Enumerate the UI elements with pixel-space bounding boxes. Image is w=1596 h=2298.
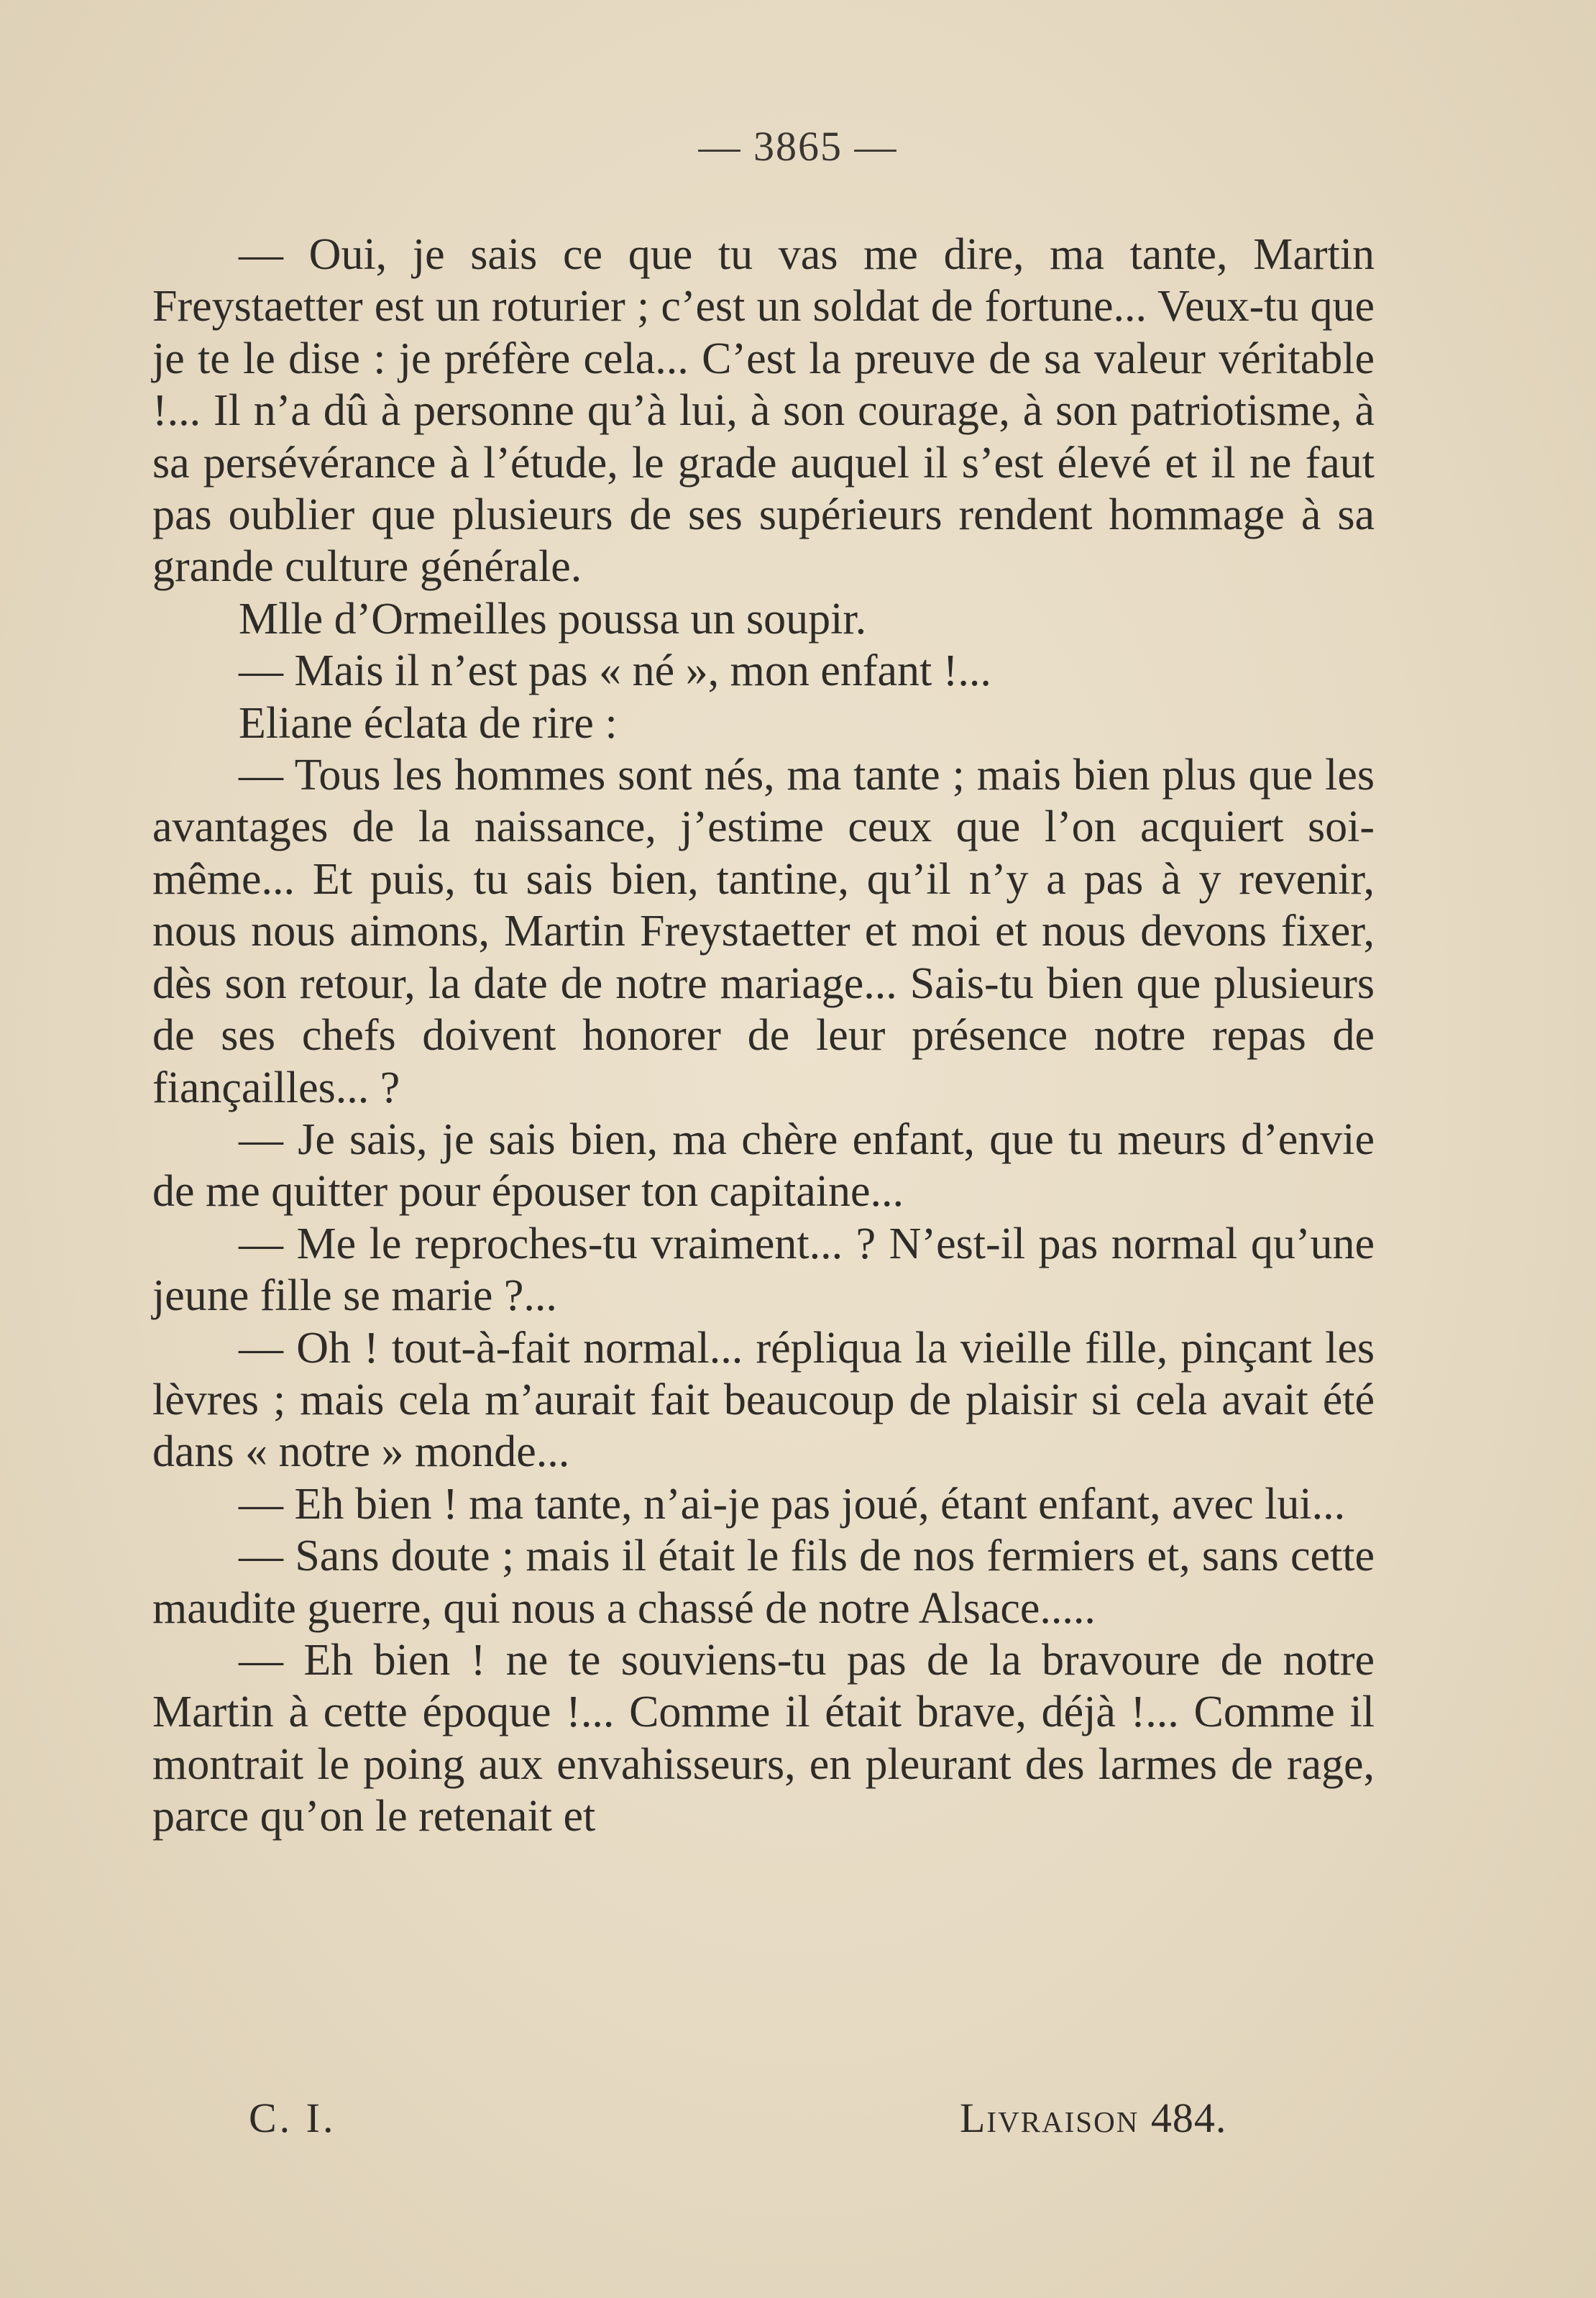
footer-livraison — [960, 2094, 1226, 2142]
paragraph: — Me le reproches-tu vraiment... ? N’est-il pas normal qu’une jeune fille se marie ?... — [152, 1219, 1375, 1321]
paragraph: — Oui, je sais ce que tu vas me dire, ma tante, Martin Freystaetter est un roturier ; c’est un soldat de fortune... Veux-tu que je te le dise : je préfère cela... C’est la preuve de sa valeur véritable !... Il n’a dû à personne qu’à lui, à son courage, à son patriotisme, à sa persévérance à l’étude, le grade auquel il s’est élevé et il ne faut pas oublier que plusieurs de ses supérieurs rendent hommage à sa grande culture générale. — [152, 230, 1375, 592]
body-text — [152, 229, 1375, 1843]
paragraph: Eliane éclata de rire : — [239, 698, 618, 748]
footer-signature: C. I. — [249, 2095, 336, 2141]
livraison-label: Livraison — [960, 2095, 1139, 2141]
page-footer — [0, 2094, 1596, 2151]
paragraph: — Mais il n’est pas « né », mon enfant !... — [239, 646, 991, 696]
paragraph: Mlle d’Ormeilles poussa un soupir. — [239, 594, 867, 644]
paragraph: — Tous les hommes sont nés, ma tante ; mais bien plus que les avantages de la naissance, j’estime ceux que l’on acquiert soi-même... Et puis, tu sais bien, tantine, qu’il n’y a pas à y revenir, nous nous aimons, Martin Freystaetter et moi et nous devons fixer, dès son retour, la date de notre mariage... Sais-tu bien que plusieurs de ses chefs doivent honorer de leur présence notre repas de fiançailles... ? — [152, 751, 1375, 1112]
paragraph: — Je sais, je sais bien, ma chère enfant, que tu meurs d’envie de me quitter pour épouser ton capitaine... — [152, 1114, 1375, 1217]
livraison-number: 484. — [1150, 2095, 1227, 2141]
paragraph: — Eh bien ! ma tante, n’ai-je pas joué, étant enfant, avec lui... — [239, 1479, 1346, 1529]
page-number: — 3865 — — [698, 123, 898, 170]
paragraph: — Eh bien ! ne te souviens-tu pas de la bravoure de notre Martin à cette époque !... Comme il était brave, déjà !... Comme il montrait le poing aux envahisseurs, en pleurant des larmes de rage, parce qu’on le retenait et — [152, 1635, 1375, 1841]
paragraph: — Sans doute ; mais il était le fils de nos fermiers et, sans cette maudite guerre, qui nous a chassé de notre Alsace..... — [152, 1532, 1375, 1633]
paragraph: — Oh ! tout-à-fait normal... répliqua la vieille fille, pinçant les lèvres ; mais cela m’aurait fait beaucoup de plaisir si cela avait été dans « notre » monde... — [152, 1323, 1375, 1477]
